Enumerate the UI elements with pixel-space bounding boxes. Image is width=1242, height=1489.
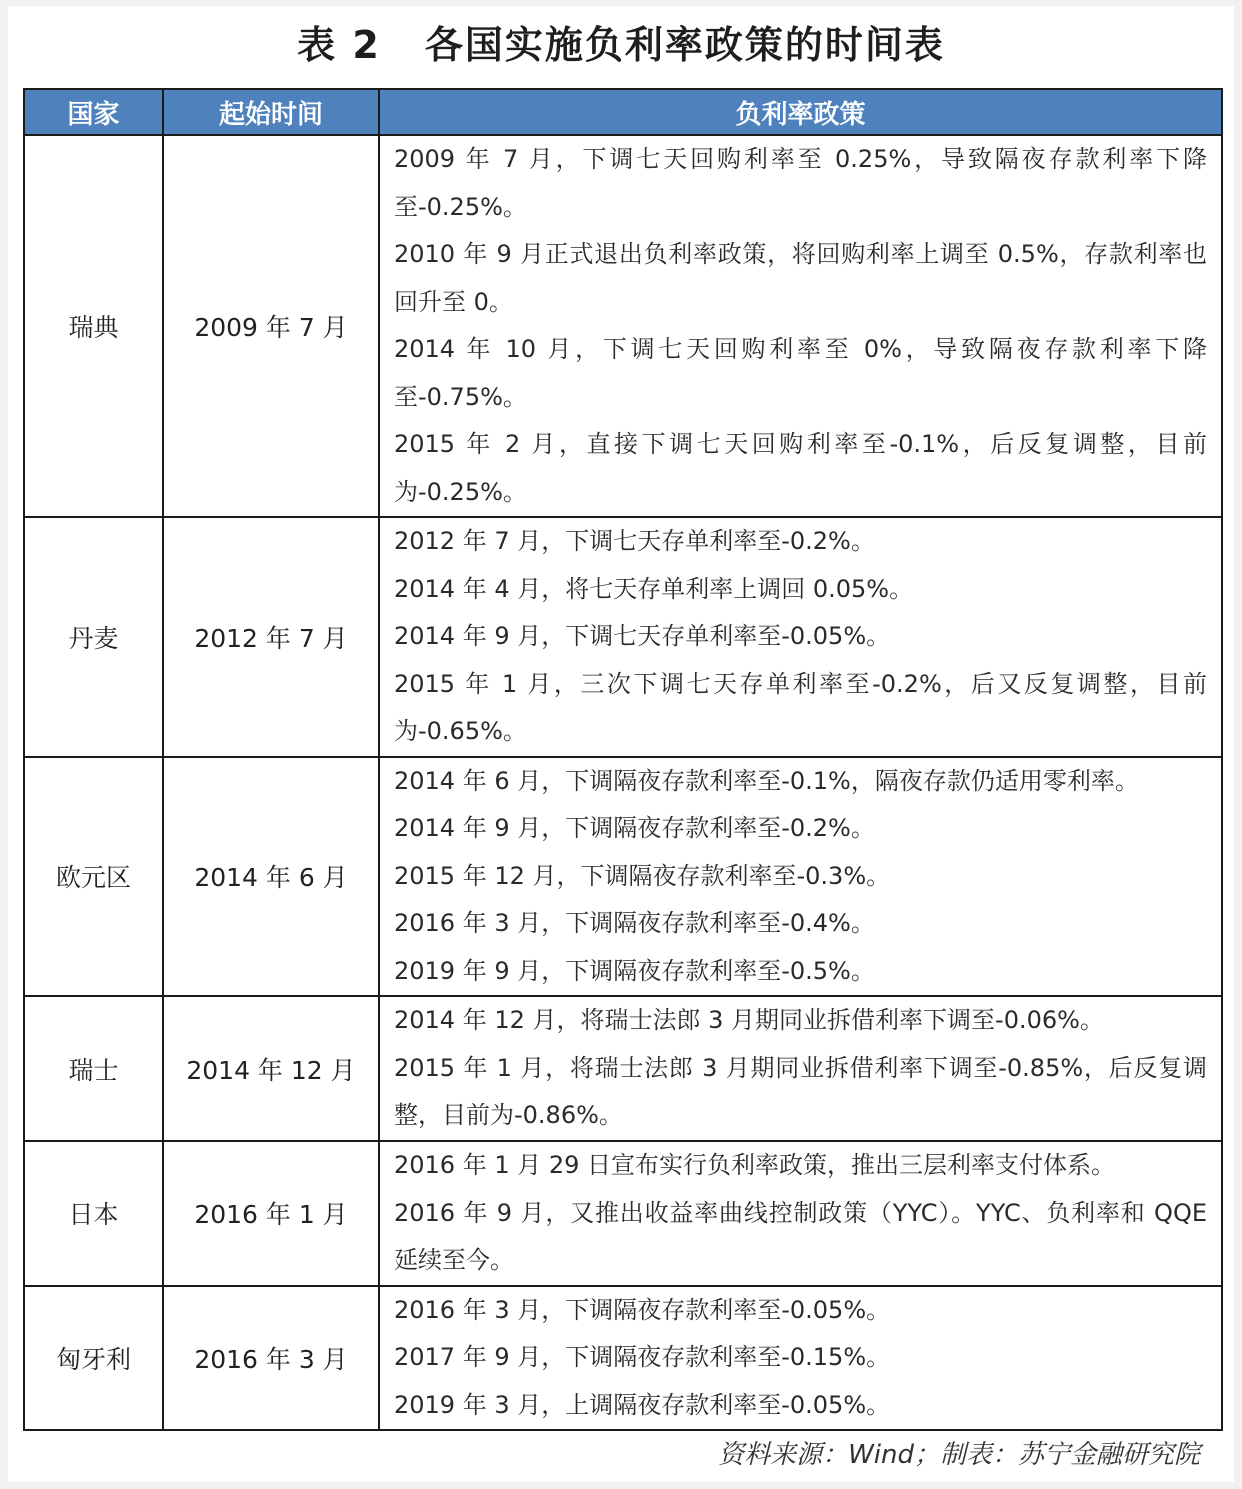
table-row (24, 757, 1222, 997)
policy-cell (379, 517, 1222, 757)
table-row (24, 1286, 1222, 1431)
table-row (24, 517, 1222, 757)
start-time-cell: 2016 年 1 月 (163, 1141, 379, 1286)
policy-entry: 2014 年 9 月，下调隔夜存款利率至-0.2%。 (394, 814, 875, 842)
policy-entry: 2014 年 4 月，将七天存单利率上调回 0.05%。 (394, 574, 914, 603)
policy-entry: 2012 年 7 月，下调七天存单利率至-0.2%。 (394, 527, 875, 555)
policy-cell (379, 1141, 1222, 1286)
table-caption: 各国实施负利率政策的时间表 (424, 23, 945, 67)
source-note: 资料来源：Wind；制表：苏宁金融研究院 (718, 1440, 1200, 1470)
table-row (24, 996, 1222, 1141)
header-country: 国家 (24, 89, 163, 135)
header-start-time: 起始时间 (163, 89, 379, 135)
policy-entry: 2016 年 1 月 29 日宣布实行负利率政策，推出三层利率支付体系。 (394, 1151, 1116, 1179)
table-number: 表 2 (297, 23, 381, 67)
policy-cell (379, 1286, 1222, 1431)
country-cell: 匈牙利 (24, 1286, 163, 1431)
policy-entry: 2014 年 6 月，下调隔夜存款利率至-0.1%，隔夜存款仍适用零利率。 (394, 766, 1139, 795)
table-row (24, 135, 1222, 517)
policy-entry: 2014 年 9 月，下调七天存单利率至-0.05%。 (394, 622, 891, 650)
start-time-cell: 2012 年 7 月 (163, 517, 379, 757)
country-cell: 瑞士 (24, 996, 163, 1141)
policy-entry: 2015 年 1 月，将瑞士法郎 3 月期同业拆借利率下调至-0.85%，后反复调整，目前为-0.86%。 (394, 1053, 1207, 1129)
table-row (24, 1141, 1222, 1286)
policy-cell (379, 996, 1222, 1141)
policy-entry: 2019 年 9 月，下调隔夜存款利率至-0.5%。 (394, 956, 875, 985)
header-policy: 负利率政策 (379, 89, 1222, 135)
policy-entry: 2016 年 3 月，下调隔夜存款利率至-0.05%。 (394, 1295, 891, 1324)
table-header-row (24, 89, 1222, 135)
country-cell: 欧元区 (24, 757, 163, 997)
policy-cell (379, 135, 1222, 517)
country-cell: 瑞典 (24, 135, 163, 517)
policy-entry: 2016 年 9 月，又推出收益率曲线控制政策（YYC）。YYC、负利率和 QQE 延续至今。 (394, 1198, 1207, 1274)
start-time-cell: 2014 年 6 月 (163, 757, 379, 997)
start-time-cell: 2016 年 3 月 (163, 1286, 379, 1431)
start-time-cell: 2014 年 12 月 (163, 996, 379, 1141)
table-title (0, 14, 1242, 69)
policy-entry: 2015 年 2 月，直接下调七天回购利率至-0.1%，后反复调整，目前为-0.25%。 (394, 430, 1207, 506)
policy-entry: 2015 年 1 月，三次下调七天存单利率至-0.2%，后又反复调整，目前为-0.65%。 (394, 669, 1207, 745)
country-cell: 日本 (24, 1141, 163, 1286)
policy-entry: 2019 年 3 月，上调隔夜存款利率至-0.05%。 (394, 1390, 891, 1419)
country-cell: 丹麦 (24, 517, 163, 757)
policy-cell (379, 757, 1222, 997)
policy-entry: 2015 年 12 月，下调隔夜存款利率至-0.3%。 (394, 861, 891, 890)
start-time-cell: 2009 年 7 月 (163, 135, 379, 517)
policy-entry: 2017 年 9 月，下调隔夜存款利率至-0.15%。 (394, 1343, 891, 1371)
policy-entry: 2009 年 7 月，下调七天回购利率至 0.25%，导致隔夜存款利率下降至-0.25%。 (394, 145, 1207, 221)
policy-entry: 2016 年 3 月，下调隔夜存款利率至-0.4%。 (394, 909, 875, 937)
policy-entry: 2010 年 9 月正式退出负利率政策，将回购利率上调至 0.5%，存款利率也回升至 0。 (394, 240, 1207, 316)
policy-entry: 2014 年 10 月，下调七天回购利率至 0%，导致隔夜存款利率下降至-0.75%。 (394, 335, 1207, 411)
policy-entry: 2014 年 12 月，将瑞士法郎 3 月期同业拆借利率下调至-0.06%。 (394, 1006, 1104, 1034)
negative-rate-policy-table (23, 88, 1223, 1431)
